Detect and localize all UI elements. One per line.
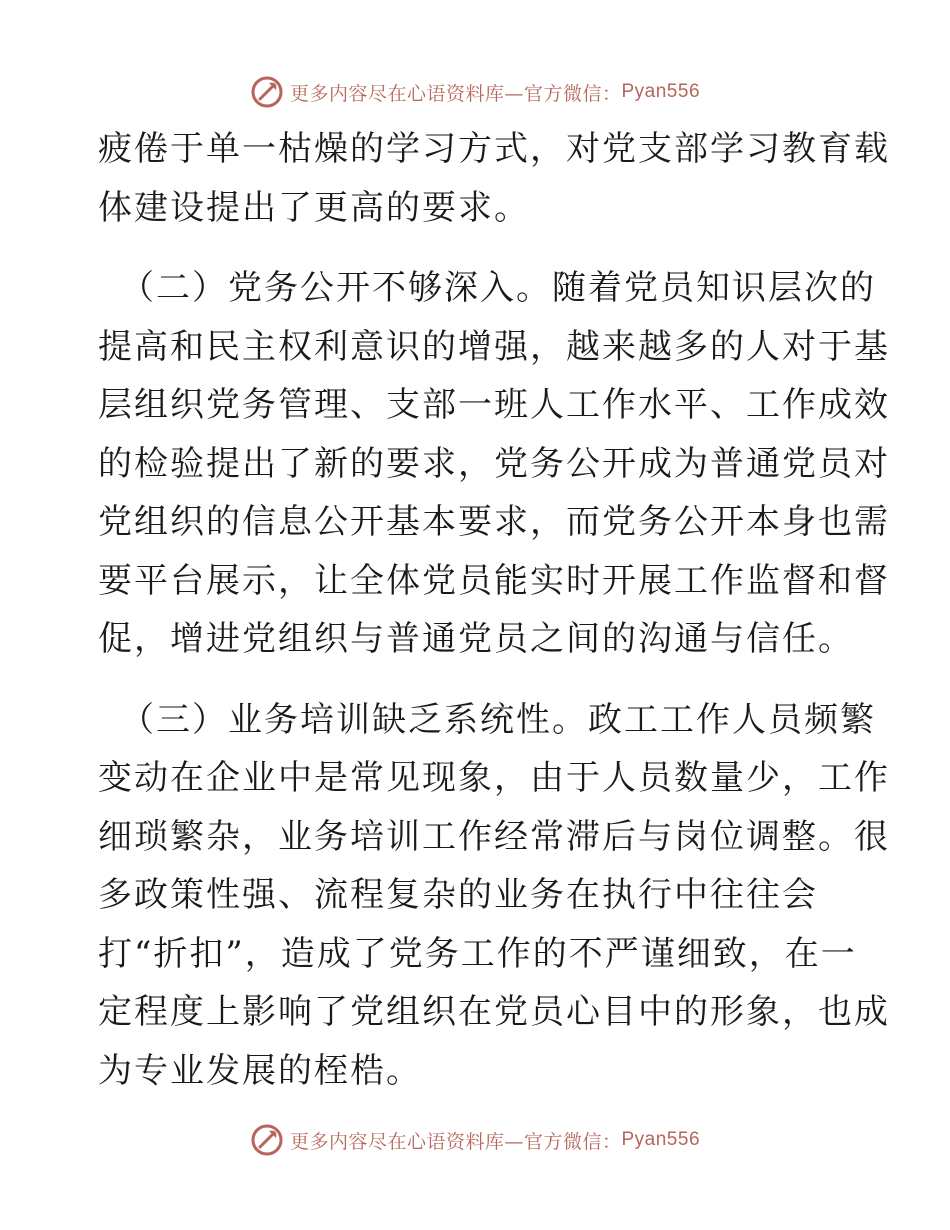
paragraph-continuation <box>98 120 890 237</box>
text-line: 细琐繁杂，业务培训工作经常滞后与岗位调整。很 <box>98 816 890 857</box>
document-body <box>98 120 890 1100</box>
text-line: 的检验提出了新的要求，党务公开成为普通党员对 <box>98 443 890 484</box>
paragraph-training <box>98 691 890 1101</box>
text-line: 体建设提出了更高的要求。 <box>98 187 530 228</box>
text-line: 疲倦于单一枯燥的学习方式，对党支部学习教育载 <box>98 129 890 169</box>
watermark-wechat-id: Pyan556 <box>621 81 701 102</box>
text-line: （二）党务公开不够深入。随着党员知识层次的 <box>120 268 876 308</box>
text-line: 打“折扣”，造成了党务工作的不严谨细致，在一 <box>98 933 857 974</box>
text-line: 多政策性强、流程复杂的业务在执行中往往会 <box>98 875 818 915</box>
text-line: 层组织党务管理、支部一班人工作水平、工作成效 <box>98 385 890 425</box>
text-line: 为专业发展的桎梏。 <box>98 1050 422 1091</box>
quill-logo-icon <box>250 75 284 109</box>
text-line: 变动在企业中是常见现象，由于人员数量少，工作 <box>98 758 890 798</box>
text-line: （三）业务培训缺乏系统性。政工工作人员频繁 <box>120 699 876 740</box>
text-line: 党组织的信息公开基本要求，而党务公开本身也需 <box>98 502 890 542</box>
text-line: 定程度上影响了党组织在党员心目中的形象，也成 <box>98 992 890 1032</box>
quill-logo-icon <box>250 1123 284 1157</box>
text-line: 要平台展示，让全体党员能实时开展工作监督和督 <box>98 560 890 601</box>
paragraph-party-affairs <box>98 259 890 669</box>
text-line: 提高和民主权利意识的增强，越来越多的人对于基 <box>98 326 890 367</box>
watermark-text: 更多内容尽在心语资料库—官方微信： <box>289 1130 622 1153</box>
footer-watermark <box>0 1120 950 1160</box>
watermark-text: 更多内容尽在心语资料库—官方微信： <box>289 82 622 105</box>
header-watermark <box>0 72 950 112</box>
text-line: 促，增进党组织与普通党员之间的沟通与信任。 <box>98 619 854 659</box>
watermark-wechat-id: Pyan556 <box>621 1129 701 1150</box>
